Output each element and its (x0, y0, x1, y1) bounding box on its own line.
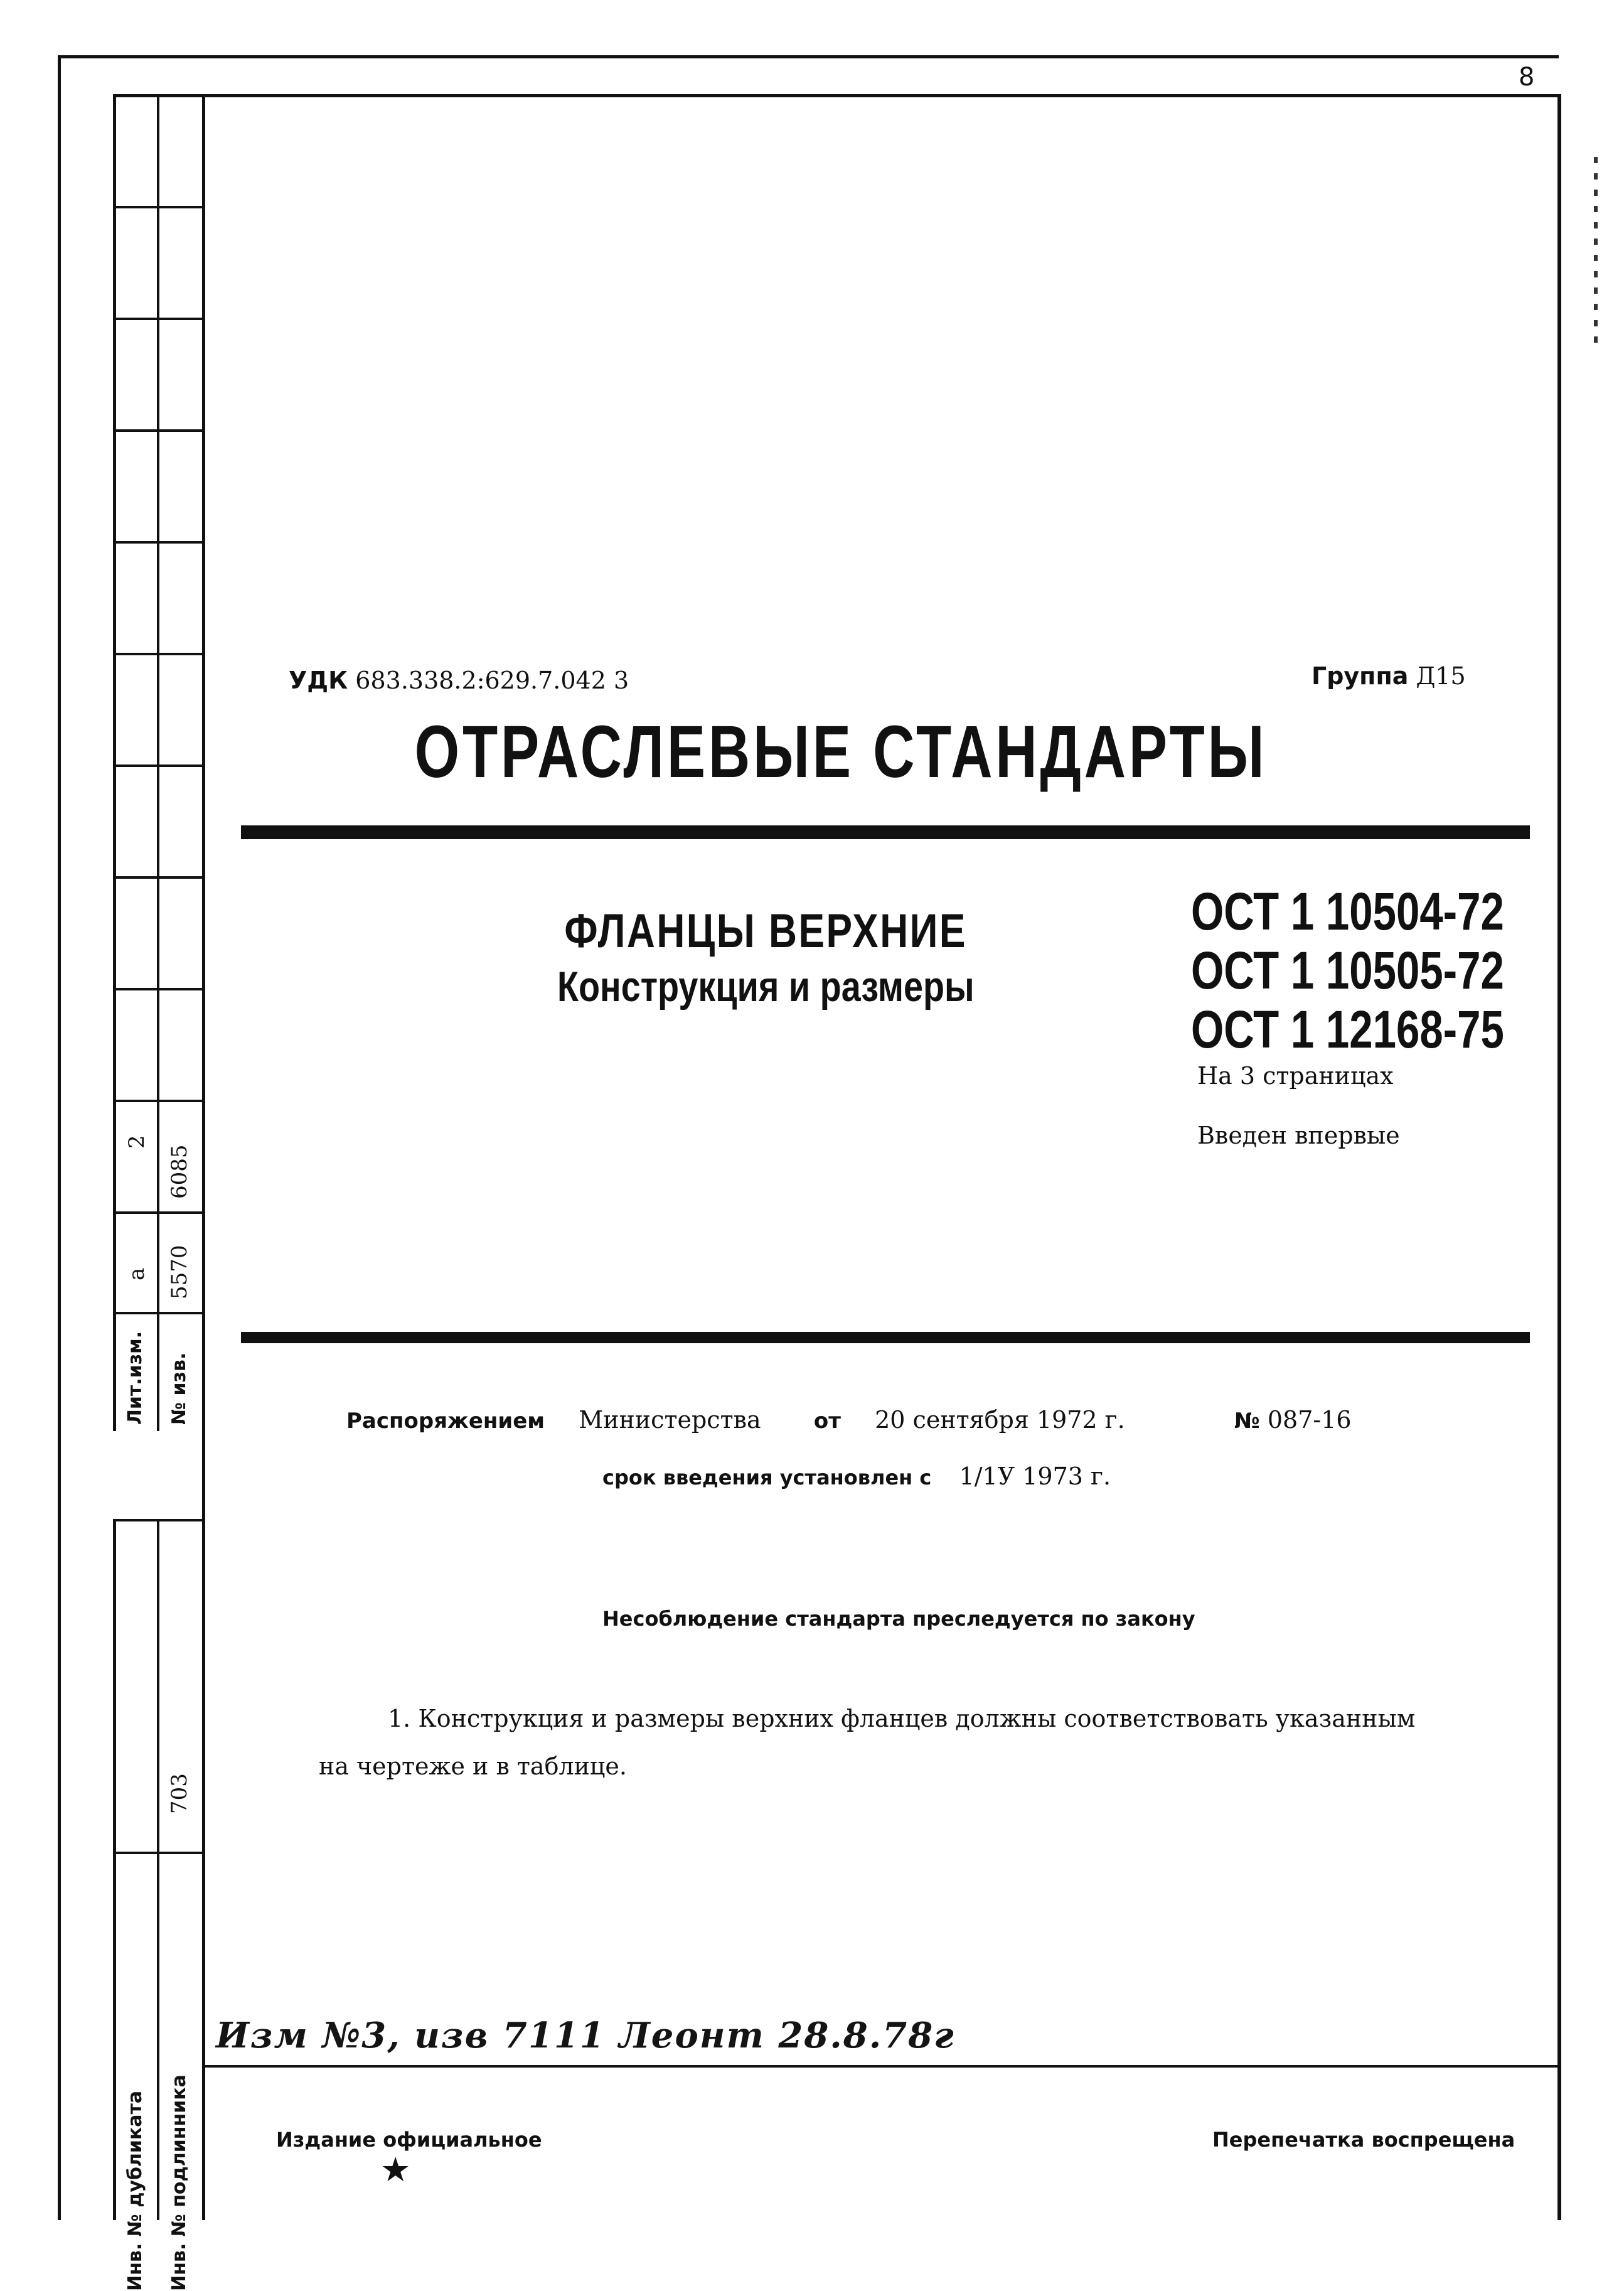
group-value: Д15 (1416, 662, 1466, 690)
handwritten-note: Изм №3, изв 7111 Леонт 28.8.78г (216, 2015, 955, 2056)
order-ministry: Министерства (579, 1406, 761, 1434)
outer-frame-top (58, 55, 1559, 58)
paragraph-line-1: 1. Конструкция и размеры верхних фланцев должны соответствовать указанным (388, 1705, 1416, 1732)
term-value: 1/1У 1973 г. (959, 1462, 1111, 1490)
paragraph-1 (319, 1695, 1536, 1790)
order-num-value: 087-16 (1267, 1406, 1352, 1434)
document-title: ОТРАСЛЕВЫЕ СТАНДАРТЫ (414, 711, 1268, 793)
pages-note: На 3 страницах (1197, 1062, 1394, 1090)
rev-letter-2: 2 (124, 1135, 149, 1149)
order-line (346, 1406, 1352, 1434)
side-revision-table (113, 94, 205, 2291)
label-inv-duplicate: Инв. № дубликата (124, 2090, 146, 2291)
udk-label: УДК (289, 667, 348, 694)
duplicate-number: 703 (167, 1773, 192, 1814)
label-n-izv: № изв. (168, 1352, 190, 1425)
standard-number: ОСТ 1 10505-72 (1191, 941, 1504, 1000)
bottom-rule (203, 2065, 1560, 2068)
scan-edge-marks (1594, 157, 1598, 345)
subject-block (477, 904, 1054, 1011)
reprint-note: Перепечатка воспрещена (1212, 2128, 1515, 2152)
outer-frame-left (58, 55, 61, 2220)
rev-letter-a: а (124, 1267, 149, 1280)
order-num-label: № (1234, 1408, 1260, 1434)
standard-numbers (1191, 882, 1504, 1059)
section-rule (241, 1332, 1530, 1343)
inner-frame-right (1557, 94, 1561, 2220)
term-label: срок введения установлен с (602, 1466, 932, 1489)
term-line (602, 1462, 1111, 1490)
subject-line-2: Конструкция и размеры (557, 963, 975, 1011)
star-icon: ★ (380, 2150, 411, 2189)
subject-line-1: ФЛАНЦЫ ВЕРХНИЕ (564, 904, 967, 958)
law-note: Несоблюдение стандарта преследуется по закону (602, 1607, 1195, 1631)
title-rule (241, 825, 1530, 839)
page-number: 8 (1519, 63, 1535, 92)
standard-number: ОСТ 1 12168-75 (1191, 1000, 1504, 1059)
paragraph-line-2: на чертеже и в таблице. (319, 1752, 627, 1780)
order-date: 20 сентября 1972 г. (875, 1406, 1125, 1434)
group-line (1311, 662, 1466, 690)
label-inv-original: Инв. № подлинника (168, 2074, 190, 2291)
rev-number-5570: 5570 (167, 1245, 192, 1299)
rev-number-6085: 6085 (167, 1144, 192, 1199)
udk-value: 683.338.2:629.7.042 3 (355, 667, 629, 694)
standard-number: ОСТ 1 10504-72 (1191, 882, 1504, 941)
order-label: Распоряжением (346, 1408, 545, 1434)
inner-frame-top (113, 94, 1560, 97)
intro-note: Введен впервые (1197, 1122, 1400, 1149)
label-lit-izm: Лит.изм. (124, 1331, 146, 1425)
group-label: Группа (1311, 662, 1409, 690)
order-from-label: от (813, 1408, 841, 1434)
udk-line (289, 667, 629, 694)
edition-note: Издание официальное (276, 2128, 542, 2152)
